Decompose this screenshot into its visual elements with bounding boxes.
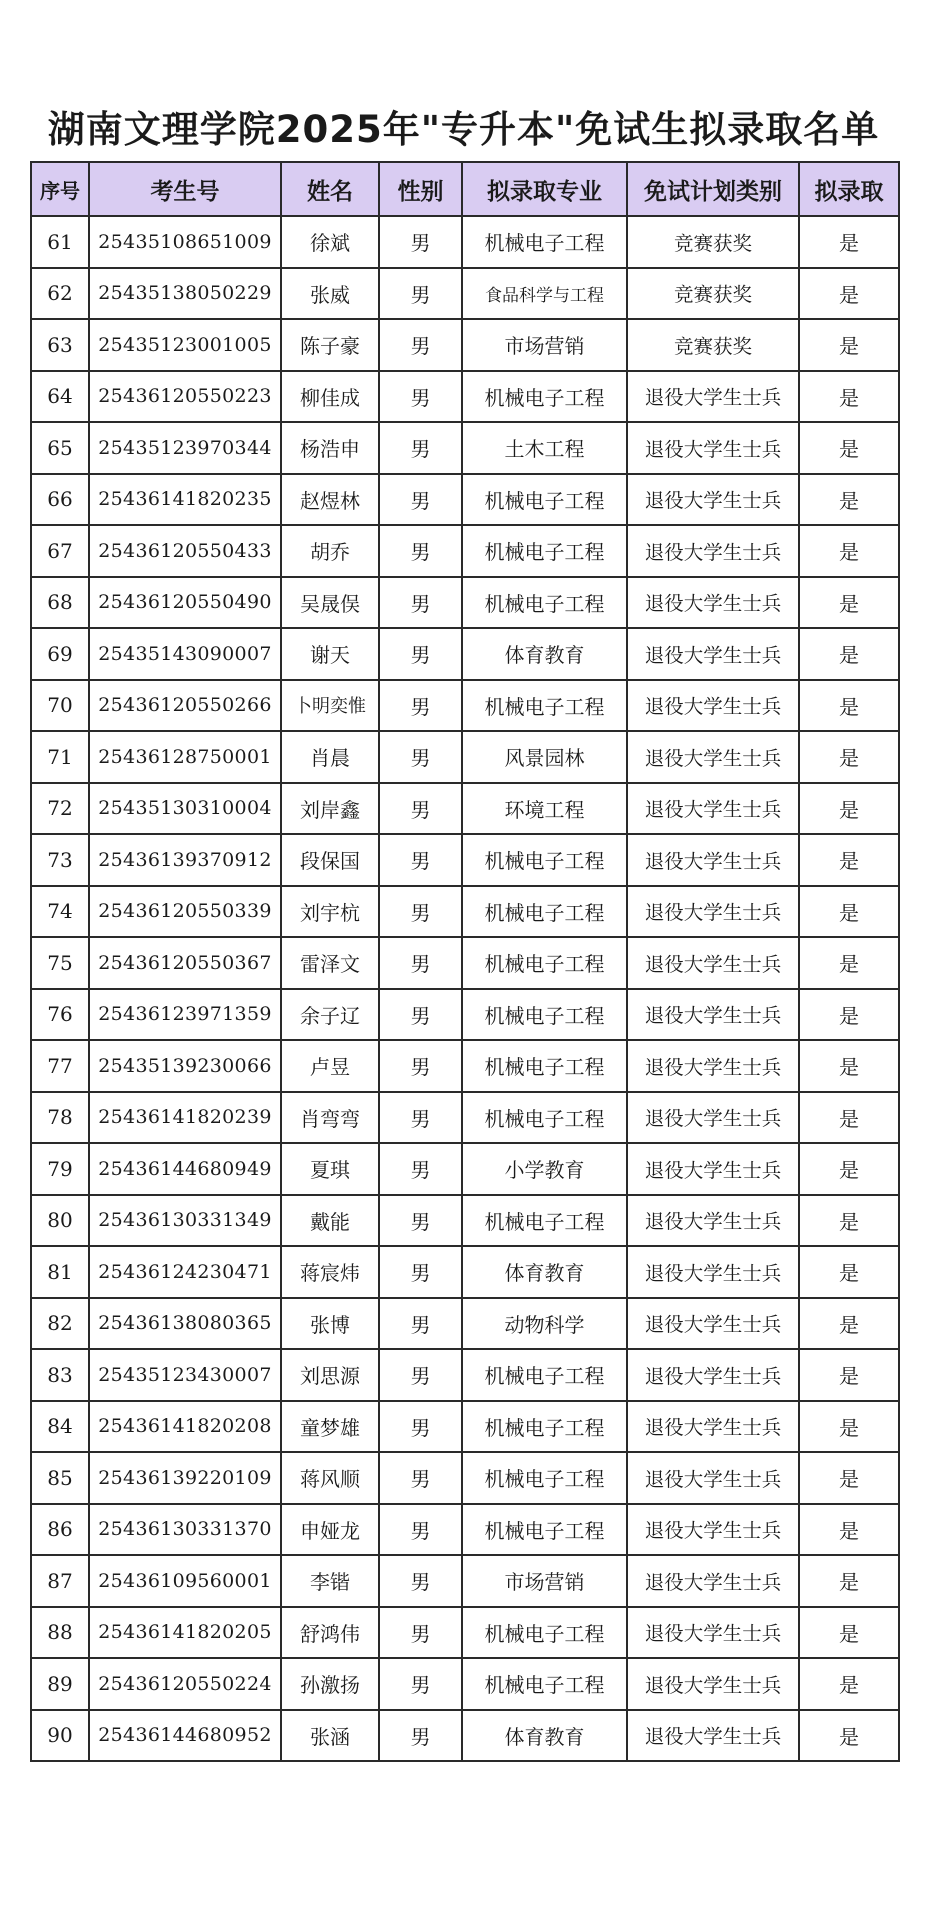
table-row xyxy=(31,525,899,577)
table-row xyxy=(31,886,899,938)
column-header-seq: 序号 xyxy=(31,162,89,216)
cell-exam-no: 25436128750001 xyxy=(89,731,281,783)
cell-admit: 是 xyxy=(799,1092,899,1144)
cell-major: 动物科学 xyxy=(462,1298,627,1350)
table-row xyxy=(31,1298,899,1350)
table-row xyxy=(31,1452,899,1504)
cell-exam-no: 25436120550223 xyxy=(89,371,281,423)
cell-major: 机械电子工程 xyxy=(462,1607,627,1659)
cell-major: 机械电子工程 xyxy=(462,1452,627,1504)
cell-seq: 88 xyxy=(31,1607,89,1659)
cell-name: 李锴 xyxy=(281,1555,379,1607)
cell-admit: 是 xyxy=(799,525,899,577)
cell-exam-no: 25436139370912 xyxy=(89,834,281,886)
cell-name: 舒鸿伟 xyxy=(281,1607,379,1659)
table-row xyxy=(31,834,899,886)
cell-major: 风景园林 xyxy=(462,731,627,783)
cell-admit: 是 xyxy=(799,989,899,1041)
cell-gender: 男 xyxy=(379,268,462,320)
cell-exam-no: 25436124230471 xyxy=(89,1246,281,1298)
table-row xyxy=(31,1401,899,1453)
cell-plan: 退役大学生士兵 xyxy=(627,422,799,474)
cell-gender: 男 xyxy=(379,1452,462,1504)
cell-gender: 男 xyxy=(379,834,462,886)
cell-gender: 男 xyxy=(379,783,462,835)
table-row xyxy=(31,937,899,989)
cell-name: 余子辽 xyxy=(281,989,379,1041)
cell-gender: 男 xyxy=(379,1195,462,1247)
cell-exam-no: 25436138080365 xyxy=(89,1298,281,1350)
cell-seq: 80 xyxy=(31,1195,89,1247)
cell-plan: 退役大学生士兵 xyxy=(627,886,799,938)
cell-major: 机械电子工程 xyxy=(462,1040,627,1092)
cell-plan: 退役大学生士兵 xyxy=(627,989,799,1041)
cell-plan: 退役大学生士兵 xyxy=(627,1607,799,1659)
cell-seq: 89 xyxy=(31,1658,89,1710)
cell-gender: 男 xyxy=(379,1246,462,1298)
cell-plan: 退役大学生士兵 xyxy=(627,371,799,423)
cell-seq: 77 xyxy=(31,1040,89,1092)
table-row xyxy=(31,1246,899,1298)
cell-exam-no: 25436130331349 xyxy=(89,1195,281,1247)
cell-name: 童梦雄 xyxy=(281,1401,379,1453)
table-row xyxy=(31,371,899,423)
cell-major: 小学教育 xyxy=(462,1143,627,1195)
cell-gender: 男 xyxy=(379,628,462,680)
table-row xyxy=(31,422,899,474)
cell-admit: 是 xyxy=(799,1658,899,1710)
cell-name: 陈子豪 xyxy=(281,319,379,371)
cell-admit: 是 xyxy=(799,834,899,886)
cell-admit: 是 xyxy=(799,474,899,526)
cell-major: 机械电子工程 xyxy=(462,1195,627,1247)
cell-name: 张威 xyxy=(281,268,379,320)
cell-admit: 是 xyxy=(799,1504,899,1556)
cell-exam-no: 25436120550266 xyxy=(89,680,281,732)
cell-admit: 是 xyxy=(799,731,899,783)
cell-admit: 是 xyxy=(799,319,899,371)
cell-plan: 竞赛获奖 xyxy=(627,268,799,320)
cell-seq: 86 xyxy=(31,1504,89,1556)
cell-seq: 84 xyxy=(31,1401,89,1453)
cell-major: 机械电子工程 xyxy=(462,834,627,886)
cell-plan: 退役大学生士兵 xyxy=(627,680,799,732)
cell-seq: 70 xyxy=(31,680,89,732)
cell-plan: 退役大学生士兵 xyxy=(627,1555,799,1607)
cell-plan: 退役大学生士兵 xyxy=(627,474,799,526)
cell-major: 机械电子工程 xyxy=(462,1092,627,1144)
table-row xyxy=(31,1040,899,1092)
cell-plan: 退役大学生士兵 xyxy=(627,1401,799,1453)
cell-exam-no: 25436144680952 xyxy=(89,1710,281,1762)
cell-name: 柳佳成 xyxy=(281,371,379,423)
cell-major: 机械电子工程 xyxy=(462,1401,627,1453)
cell-admit: 是 xyxy=(799,1195,899,1247)
cell-seq: 79 xyxy=(31,1143,89,1195)
cell-plan: 退役大学生士兵 xyxy=(627,937,799,989)
cell-major: 体育教育 xyxy=(462,628,627,680)
cell-gender: 男 xyxy=(379,1349,462,1401)
cell-gender: 男 xyxy=(379,474,462,526)
cell-name: 蒋宸炜 xyxy=(281,1246,379,1298)
cell-gender: 男 xyxy=(379,989,462,1041)
cell-admit: 是 xyxy=(799,1452,899,1504)
cell-gender: 男 xyxy=(379,1298,462,1350)
cell-major: 市场营销 xyxy=(462,319,627,371)
cell-major: 机械电子工程 xyxy=(462,577,627,629)
cell-plan: 竞赛获奖 xyxy=(627,319,799,371)
table-header-row xyxy=(31,162,899,216)
cell-admit: 是 xyxy=(799,1349,899,1401)
cell-major: 环境工程 xyxy=(462,783,627,835)
admission-table xyxy=(30,161,900,1762)
cell-name: 段保国 xyxy=(281,834,379,886)
cell-gender: 男 xyxy=(379,937,462,989)
table-row xyxy=(31,319,899,371)
page-title: 湖南文理学院2025年"专升本"免试生拟录取名单 xyxy=(47,108,880,151)
cell-exam-no: 25436120550224 xyxy=(89,1658,281,1710)
cell-plan: 退役大学生士兵 xyxy=(627,1143,799,1195)
cell-exam-no: 25436120550339 xyxy=(89,886,281,938)
cell-seq: 69 xyxy=(31,628,89,680)
cell-plan: 退役大学生士兵 xyxy=(627,1092,799,1144)
cell-admit: 是 xyxy=(799,371,899,423)
table-row xyxy=(31,268,899,320)
cell-name: 杨浩申 xyxy=(281,422,379,474)
cell-exam-no: 25436141820239 xyxy=(89,1092,281,1144)
cell-gender: 男 xyxy=(379,422,462,474)
cell-gender: 男 xyxy=(379,1040,462,1092)
cell-exam-no: 25436123971359 xyxy=(89,989,281,1041)
cell-seq: 73 xyxy=(31,834,89,886)
cell-plan: 退役大学生士兵 xyxy=(627,1040,799,1092)
cell-name: 赵煜林 xyxy=(281,474,379,526)
cell-exam-no: 25436144680949 xyxy=(89,1143,281,1195)
cell-plan: 退役大学生士兵 xyxy=(627,525,799,577)
cell-admit: 是 xyxy=(799,1555,899,1607)
cell-major: 机械电子工程 xyxy=(462,680,627,732)
cell-admit: 是 xyxy=(799,783,899,835)
cell-plan: 退役大学生士兵 xyxy=(627,1349,799,1401)
table-row xyxy=(31,680,899,732)
cell-gender: 男 xyxy=(379,1710,462,1762)
cell-gender: 男 xyxy=(379,216,462,268)
cell-name: 胡乔 xyxy=(281,525,379,577)
cell-seq: 81 xyxy=(31,1246,89,1298)
column-header-gender: 性别 xyxy=(379,162,462,216)
cell-exam-no: 25436130331370 xyxy=(89,1504,281,1556)
cell-plan: 退役大学生士兵 xyxy=(627,1246,799,1298)
table-row xyxy=(31,1504,899,1556)
cell-gender: 男 xyxy=(379,1555,462,1607)
cell-plan: 退役大学生士兵 xyxy=(627,834,799,886)
cell-major: 机械电子工程 xyxy=(462,937,627,989)
table-row xyxy=(31,1349,899,1401)
cell-exam-no: 25436120550367 xyxy=(89,937,281,989)
table-row xyxy=(31,783,899,835)
cell-plan: 退役大学生士兵 xyxy=(627,1710,799,1762)
cell-plan: 退役大学生士兵 xyxy=(627,1195,799,1247)
cell-major: 体育教育 xyxy=(462,1246,627,1298)
cell-admit: 是 xyxy=(799,268,899,320)
cell-exam-no: 25435139230066 xyxy=(89,1040,281,1092)
cell-admit: 是 xyxy=(799,1607,899,1659)
cell-seq: 67 xyxy=(31,525,89,577)
cell-major: 机械电子工程 xyxy=(462,474,627,526)
cell-plan: 退役大学生士兵 xyxy=(627,1298,799,1350)
cell-exam-no: 25435138050229 xyxy=(89,268,281,320)
cell-admit: 是 xyxy=(799,1143,899,1195)
table-row xyxy=(31,1195,899,1247)
cell-major: 机械电子工程 xyxy=(462,886,627,938)
table-row xyxy=(31,1607,899,1659)
cell-admit: 是 xyxy=(799,1298,899,1350)
cell-gender: 男 xyxy=(379,886,462,938)
cell-exam-no: 25436120550433 xyxy=(89,525,281,577)
cell-seq: 74 xyxy=(31,886,89,938)
cell-exam-no: 25436109560001 xyxy=(89,1555,281,1607)
cell-plan: 退役大学生士兵 xyxy=(627,1452,799,1504)
cell-admit: 是 xyxy=(799,1040,899,1092)
cell-exam-no: 25435143090007 xyxy=(89,628,281,680)
table-row xyxy=(31,1710,899,1762)
table-row xyxy=(31,474,899,526)
cell-admit: 是 xyxy=(799,937,899,989)
cell-plan: 退役大学生士兵 xyxy=(627,783,799,835)
cell-plan: 竞赛获奖 xyxy=(627,216,799,268)
cell-exam-no: 25435130310004 xyxy=(89,783,281,835)
cell-major: 机械电子工程 xyxy=(462,1504,627,1556)
cell-name: 肖晨 xyxy=(281,731,379,783)
cell-gender: 男 xyxy=(379,731,462,783)
cell-admit: 是 xyxy=(799,628,899,680)
cell-seq: 75 xyxy=(31,937,89,989)
cell-name: 刘思源 xyxy=(281,1349,379,1401)
cell-name: 蒋风顺 xyxy=(281,1452,379,1504)
cell-name: 戴能 xyxy=(281,1195,379,1247)
table-row xyxy=(31,731,899,783)
cell-plan: 退役大学生士兵 xyxy=(627,1504,799,1556)
table-row xyxy=(31,1092,899,1144)
cell-plan: 退役大学生士兵 xyxy=(627,1658,799,1710)
cell-gender: 男 xyxy=(379,1401,462,1453)
cell-major: 机械电子工程 xyxy=(462,525,627,577)
cell-major: 食品科学与工程 xyxy=(462,268,627,320)
cell-exam-no: 25435123001005 xyxy=(89,319,281,371)
cell-admit: 是 xyxy=(799,577,899,629)
table-row xyxy=(31,577,899,629)
cell-major: 机械电子工程 xyxy=(462,989,627,1041)
cell-name: 刘岸鑫 xyxy=(281,783,379,835)
cell-name: 卢昱 xyxy=(281,1040,379,1092)
cell-name: 夏琪 xyxy=(281,1143,379,1195)
cell-seq: 68 xyxy=(31,577,89,629)
cell-name: 孙激扬 xyxy=(281,1658,379,1710)
cell-seq: 64 xyxy=(31,371,89,423)
cell-admit: 是 xyxy=(799,680,899,732)
cell-seq: 87 xyxy=(31,1555,89,1607)
cell-seq: 78 xyxy=(31,1092,89,1144)
cell-name: 申娅龙 xyxy=(281,1504,379,1556)
cell-admit: 是 xyxy=(799,1710,899,1762)
cell-name: 肖弯弯 xyxy=(281,1092,379,1144)
cell-major: 机械电子工程 xyxy=(462,1349,627,1401)
table-row xyxy=(31,216,899,268)
cell-exam-no: 25435123970344 xyxy=(89,422,281,474)
column-header-admit: 拟录取 xyxy=(799,162,899,216)
cell-plan: 退役大学生士兵 xyxy=(627,731,799,783)
cell-seq: 66 xyxy=(31,474,89,526)
cell-exam-no: 25435108651009 xyxy=(89,216,281,268)
cell-major: 机械电子工程 xyxy=(462,371,627,423)
cell-gender: 男 xyxy=(379,1504,462,1556)
cell-major: 机械电子工程 xyxy=(462,1658,627,1710)
cell-name: 张博 xyxy=(281,1298,379,1350)
cell-admit: 是 xyxy=(799,216,899,268)
cell-major: 土木工程 xyxy=(462,422,627,474)
cell-seq: 72 xyxy=(31,783,89,835)
cell-gender: 男 xyxy=(379,577,462,629)
table-row xyxy=(31,1143,899,1195)
column-header-name: 姓名 xyxy=(281,162,379,216)
cell-seq: 61 xyxy=(31,216,89,268)
cell-admit: 是 xyxy=(799,886,899,938)
table-row xyxy=(31,1658,899,1710)
cell-gender: 男 xyxy=(379,1092,462,1144)
cell-name: 徐斌 xyxy=(281,216,379,268)
cell-gender: 男 xyxy=(379,1607,462,1659)
table-row xyxy=(31,989,899,1041)
cell-gender: 男 xyxy=(379,1143,462,1195)
cell-exam-no: 25436139220109 xyxy=(89,1452,281,1504)
cell-seq: 65 xyxy=(31,422,89,474)
cell-major: 体育教育 xyxy=(462,1710,627,1762)
table-body xyxy=(31,216,899,1761)
cell-name: 雷泽文 xyxy=(281,937,379,989)
cell-seq: 82 xyxy=(31,1298,89,1350)
cell-seq: 71 xyxy=(31,731,89,783)
cell-exam-no: 25435123430007 xyxy=(89,1349,281,1401)
cell-plan: 退役大学生士兵 xyxy=(627,628,799,680)
cell-admit: 是 xyxy=(799,1246,899,1298)
table-row xyxy=(31,1555,899,1607)
cell-seq: 76 xyxy=(31,989,89,1041)
cell-plan: 退役大学生士兵 xyxy=(627,577,799,629)
cell-admit: 是 xyxy=(799,1401,899,1453)
column-header-major: 拟录取专业 xyxy=(462,162,627,216)
cell-seq: 85 xyxy=(31,1452,89,1504)
cell-seq: 62 xyxy=(31,268,89,320)
cell-name: 卜明奕惟 xyxy=(281,680,379,732)
cell-name: 刘宇杭 xyxy=(281,886,379,938)
cell-exam-no: 25436141820235 xyxy=(89,474,281,526)
column-header-exam-no: 考生号 xyxy=(89,162,281,216)
column-header-plan: 免试计划类别 xyxy=(627,162,799,216)
cell-name: 谢天 xyxy=(281,628,379,680)
cell-gender: 男 xyxy=(379,371,462,423)
cell-gender: 男 xyxy=(379,525,462,577)
cell-seq: 83 xyxy=(31,1349,89,1401)
cell-gender: 男 xyxy=(379,1658,462,1710)
cell-admit: 是 xyxy=(799,422,899,474)
cell-seq: 90 xyxy=(31,1710,89,1762)
cell-gender: 男 xyxy=(379,680,462,732)
cell-name: 张涵 xyxy=(281,1710,379,1762)
cell-major: 市场营销 xyxy=(462,1555,627,1607)
cell-exam-no: 25436141820205 xyxy=(89,1607,281,1659)
cell-exam-no: 25436120550490 xyxy=(89,577,281,629)
cell-gender: 男 xyxy=(379,319,462,371)
cell-major: 机械电子工程 xyxy=(462,216,627,268)
table-row xyxy=(31,628,899,680)
cell-seq: 63 xyxy=(31,319,89,371)
cell-exam-no: 25436141820208 xyxy=(89,1401,281,1453)
cell-name: 吴晟俣 xyxy=(281,577,379,629)
